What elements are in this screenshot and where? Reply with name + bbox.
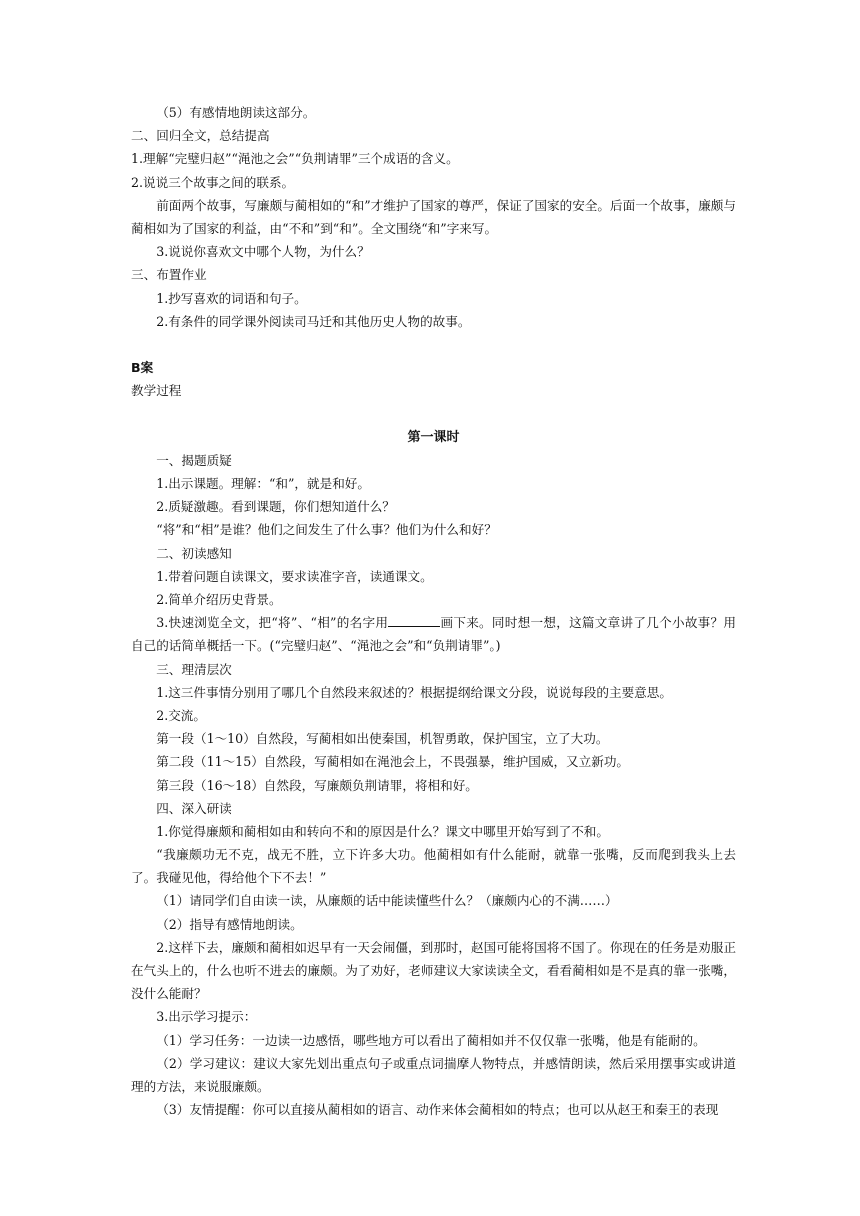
step-1-1: 1.出示课题。理解：“和”，就是和好。 [156, 476, 370, 492]
step-1-2-questions: “将”和“相”是谁？他们之间发生了什么事？他们为什么和好？ [156, 522, 497, 538]
heading-structure: 三、理清层次 [156, 661, 232, 677]
step-1-2: 2.质疑激趣。看到课题，你们想知道什么？ [156, 499, 395, 515]
step-2-3-text-end: 画下来。同时想一想，这篇文章讲了几个小故事？用自己的话简单概括一下。(“完璧归赵”、“渑池之会”和“负荆请罪”。) [131, 615, 736, 654]
step-4-3-b: （2）学习建议：建议大家先划出重点句子或重点词揣摩人物特点，并感情朗读，然后采用摆事实或讲道理的方法，来说服廉颇。 [131, 1055, 736, 1095]
heading-summary: 二、回归全文，总结提高 [131, 128, 270, 144]
step-4-1-a: （1）请同学们自由读一读，从廉颇的话中能读懂些什么？（廉颇内心的不满……） [156, 893, 618, 909]
teaching-process-label: 教学过程 [131, 383, 182, 399]
lian-po-quote: “我廉颇功无不克，战无不胜，立下许多大功。他蔺相如有什么能耐，就靠一张嘴，反而爬到我头上去了。我碰见他，得给他个下不去！” [131, 847, 736, 886]
spacer [131, 402, 736, 425]
segment-1: 第一段（1～10）自然段，写蔺相如出使秦国，机智勇敢，保护国宝，立了大功。 [156, 731, 609, 747]
step-4-1-b: （2）指导有感情地朗读。 [156, 916, 303, 932]
step-2-3 [131, 611, 736, 657]
step-4-1: 1.你觉得廉颇和蔺相如由和转向不和的原因是什么？课文中哪里开始写到了不和。 [156, 823, 609, 839]
segment-2: 第二段（11～15）自然段，写蔺相如在渑池会上，不畏强暴，维护国威，又立新功。 [156, 754, 630, 770]
heading-homework: 三、布置作业 [131, 267, 207, 283]
homework-1: 1.抄写喜欢的词语和句子。 [156, 290, 307, 306]
step-4-3-a: （1）学习任务：一边读一边感悟，哪些地方可以看出了蔺相如并不仅仅靠一张嘴，他是有能耐的。 [156, 1032, 706, 1048]
fill-in-blank [388, 613, 440, 627]
step-4-3-c: （3）友情提醒：你可以直接从蔺相如的语言、动作来体会蔺相如的特点；也可以从赵王和秦王的表现 [156, 1102, 719, 1118]
spacer [131, 333, 736, 356]
step-4-3: 3.出示学习提示： [156, 1009, 257, 1025]
question-1: 1.理解“完璧归赵”“渑池之会”“负荆请罪”三个成语的含义。 [131, 151, 459, 167]
step-4-2: 2.这样下去，廉颇和蔺相如迟早有一天会闹僵，到那时，赵国可能将国将不国了。你现在的任务是劝服正在气头上的，什么也听不进去的廉颇。为了劝好，老师建议大家读读全文，看看蔺相如是不是真的靠一张嘴，没什么能耐？ [131, 939, 736, 1002]
step-2-1: 1.带着问题自读课文，要求读准字音，读通课文。 [156, 568, 433, 584]
segment-3: 第三段（16～18）自然段，写廉颇负荆请罪，将相和好。 [156, 777, 478, 793]
question-3: 3.说说你喜欢文中哪个人物，为什么？ [156, 244, 370, 260]
lesson-title: 第一课时 [407, 429, 460, 445]
summary-paragraph: 前面两个故事，写廉颇与蔺相如的“和”才维护了国家的尊严，保证了国家的安全。后面一个故事，廉颇与蔺相如为了国家的利益，由“不和”到“和”。全文围绕“和”字来写。 [131, 197, 736, 236]
step-2-3-text-start: 3.快速浏览全文，把“将”、“相”的名字用 [156, 615, 389, 631]
question-2: 2.说说三个故事之间的联系。 [131, 174, 295, 190]
step-3-1: 1.这三件事情分别用了哪几个自然段来叙述的？根据提纲给课文分段，说说每段的主要意思。 [156, 684, 672, 700]
item-5: （5）有感情地朗读这部分。 [156, 105, 316, 120]
step-2-2: 2.简单介绍历史背景。 [156, 591, 282, 607]
heading-deep-reading: 四、深入研读 [156, 800, 232, 816]
heading-reveal-question: 一、揭题质疑 [156, 452, 232, 468]
heading-first-reading: 二、初读感知 [156, 545, 232, 561]
homework-2: 2.有条件的同学课外阅读司马迁和其他历史人物的故事。 [156, 313, 471, 329]
plan-b-label: B案 [131, 360, 154, 376]
document-body [131, 101, 736, 1121]
step-3-2: 2.交流。 [156, 707, 206, 723]
